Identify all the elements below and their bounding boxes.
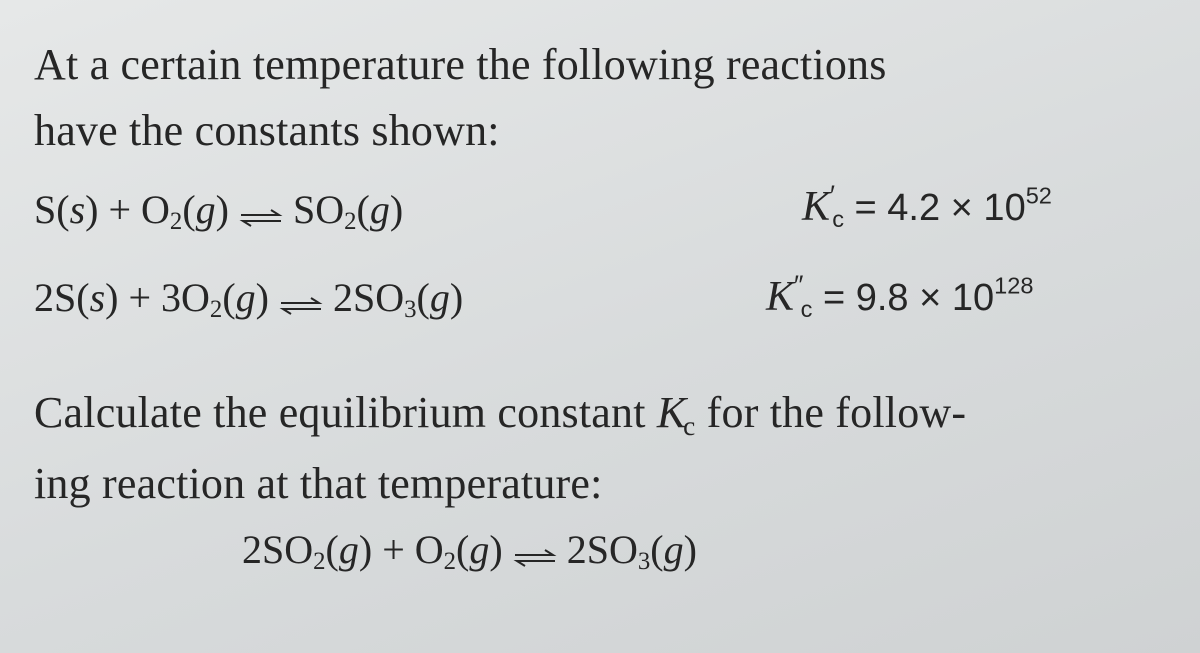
- reaction-1-equation: $S(s) + O_2(g)$ $SO_2(g)$: [34, 186, 403, 237]
- reaction-1-k-mantissa: 4.2: [887, 186, 941, 229]
- question-line-1-post: for the follow-: [695, 388, 967, 437]
- reaction-2-equation: $2S(s) + 3O_2(g)$ $2SO_3(g)$: [34, 274, 463, 325]
- question-line-1-pre: Calculate the equilibrium constant: [34, 388, 657, 437]
- reaction-2-k-exponent: 128: [994, 272, 1034, 299]
- reaction-1-k-exponent: 52: [1025, 182, 1052, 209]
- equilibrium-arrow-icon: [239, 190, 283, 237]
- question-paragraph: [34, 380, 1174, 517]
- question-line-1: Calculate the equilibrium constant Kc for the follow-: [34, 388, 967, 442]
- intro-line-2: have the constants shown:: [34, 106, 500, 155]
- intro-paragraph: [34, 32, 1164, 164]
- equilibrium-arrow-icon: [513, 530, 557, 577]
- reaction-2-constant: $K''c = 9.8 \times 10^{128}$: [766, 270, 1034, 323]
- equilibrium-arrow-icon: [279, 278, 323, 325]
- reaction-2-k-mantissa: 9.8: [855, 276, 909, 319]
- question-line-2: ing reaction at that temperature:: [34, 459, 603, 508]
- target-reaction-equation: $2SO_2(g) + O_2(g)$ $2SO_3(g)$: [242, 526, 697, 577]
- reaction-1-constant: $K'c = 4.2 \times 10^{52}$: [802, 180, 1052, 233]
- intro-line-1: At a certain temperature the following reactions: [34, 40, 887, 89]
